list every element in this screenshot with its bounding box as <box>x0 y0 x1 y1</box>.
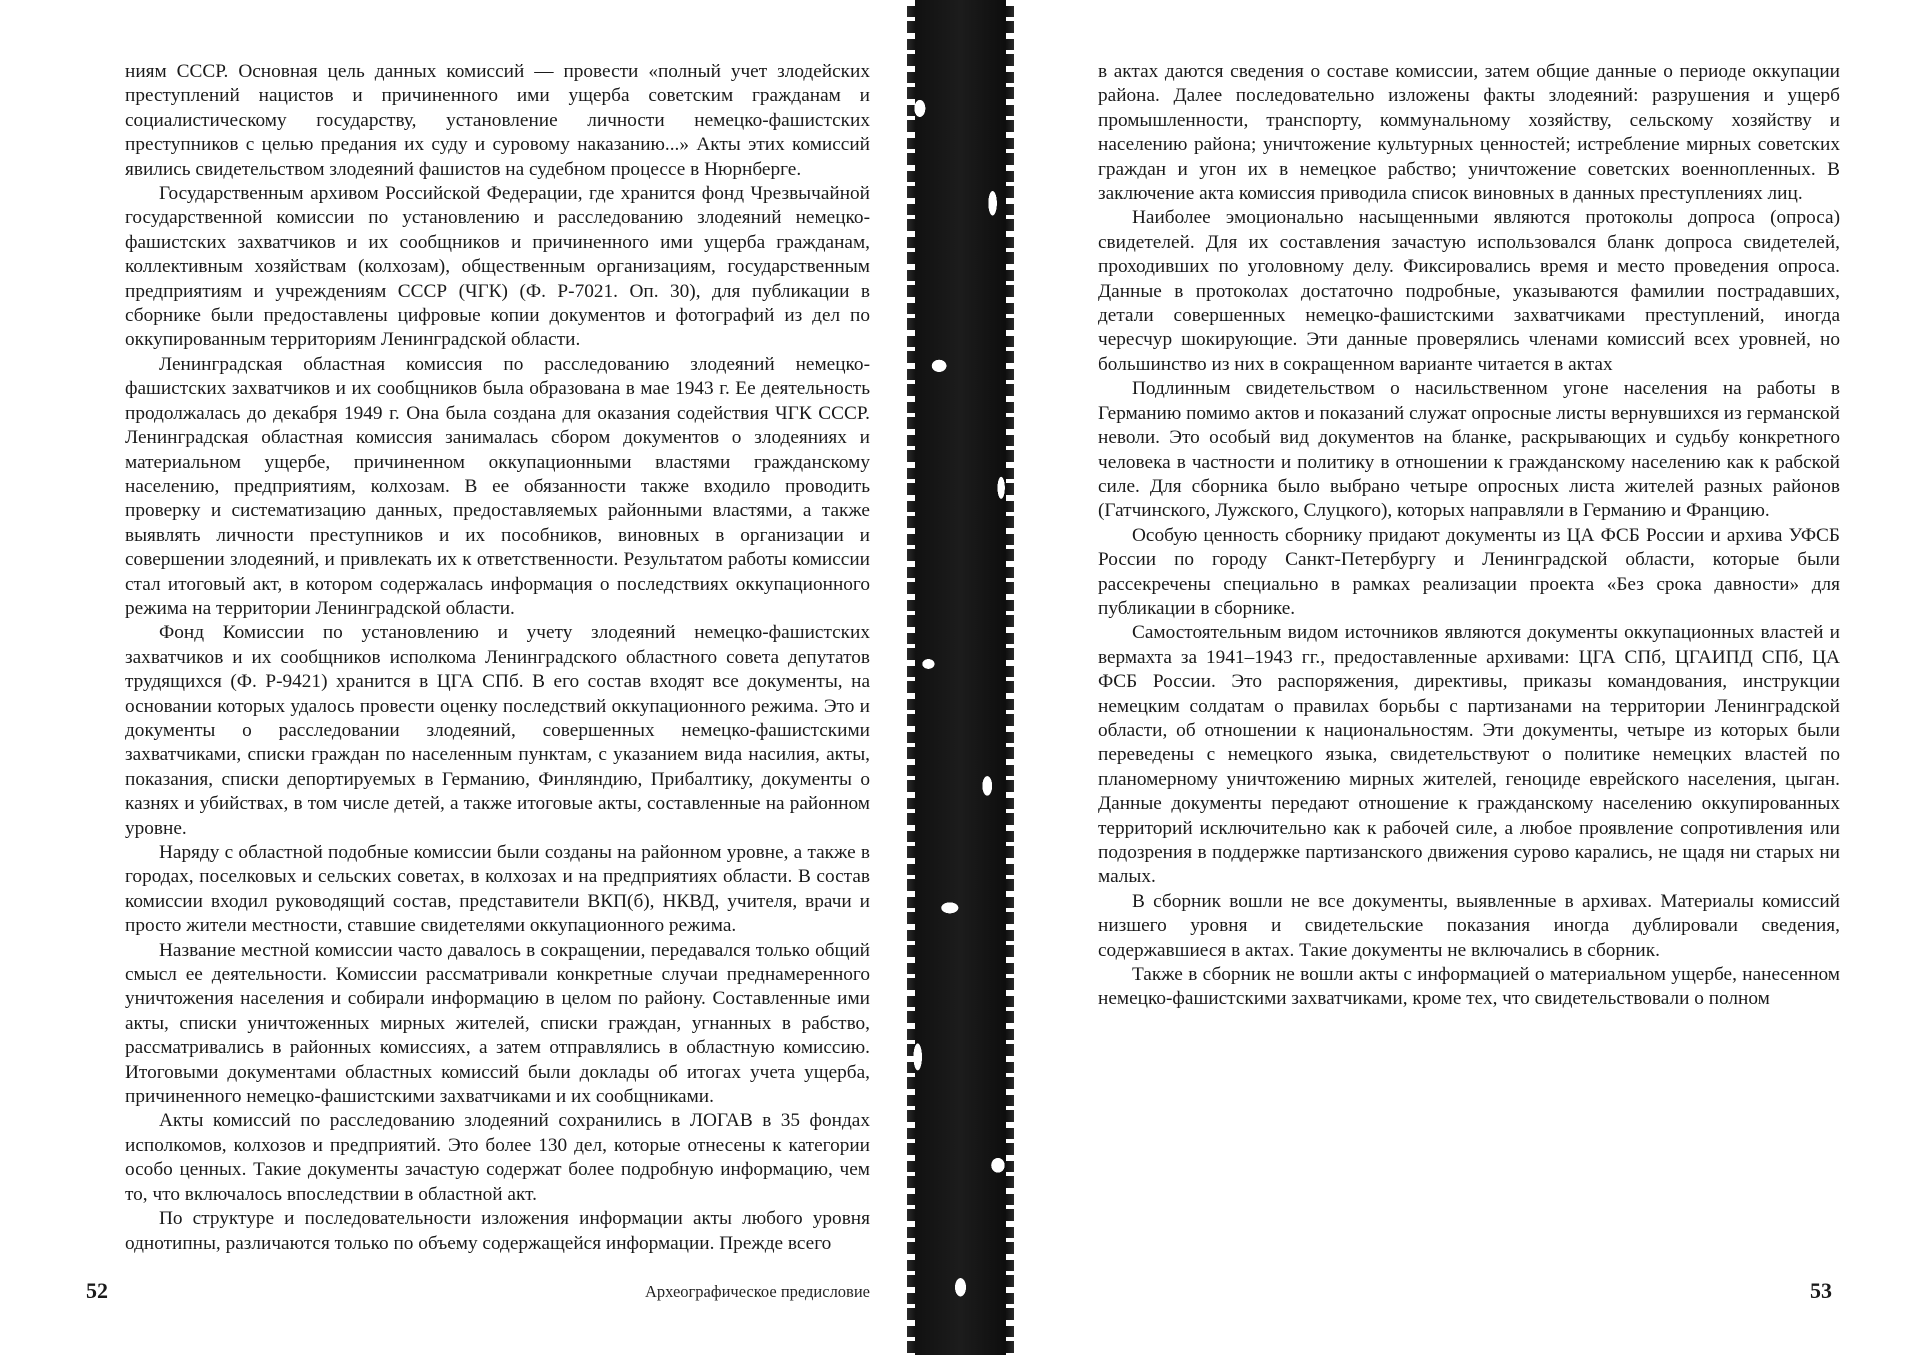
paragraph: Фонд Комиссии по установлению и учету злодеяний немецко-фашистских захватчиков и их сообщников исполкома Ленинградского областного совета депутатов трудящихся (Ф. Р-9421) хранится в ЦГА СПб. В его состав входят все документы, на основании которых удалось провести оценку последствий оккупационного режима. Это и документы о расследовании злодеяний, совершенных немецко-фашистскими захватчиками, списки граждан по населенным пунктам, с указанием вида насилия, акты, показания, списки депортируемых в Германию, Финляндию, Прибалтику, документы о казнях и убийствах, в том числе детей, а также итоговые акты, составленные на районном уровне. <box>125 622 870 839</box>
paragraph: Ленинградская областная комиссия по расследованию злодеяний немецко-фашистских захватчиков и их сообщников была образована в мае 1943 г. Ее деятельность продолжалась до декабря 1949 г. Она была создана для оказания содействия ЧГК СССР. Ленинградская областная комиссия занималась сбором документов о злодеяниях и материальном ущербе, причиненном оккупационными властями гражданскому населению, предприятиям, колхозам. В ее обязанности также входило проводить проверку и систематизацию данных, предоставляемых районными властями, а также выявлять личности преступников и их пособников, виновных в организации и совершении злодеяний, и привлекать их к ответственности. Результатом работы комиссии стал итоговый акт, в котором содержалась информация о последствиях оккупационного режима на территории Ленинградской области. <box>125 353 870 619</box>
running-head: Археографическое предисловие <box>644 1282 870 1301</box>
paragraph: Самостоятельным видом источников являются документы оккупационных властей и вермахта за 1941–1943 гг., предоставленные архивами: ЦГА СПб, ЦГАИПД СПб, ЦА ФСБ России. Это распоряжения, директивы, приказы командования, инструкции немецким солдатам о правилах борьбы с партизанами на территории Ленинградской области, об отношении к национальностям. Эти документы, четыре из которых были переведены с немецкого языка, свидетельствуют о политике немецких властей по планомерному уничтожению мирных жителей, геноциде еврейского населения, цыган. Данные документы передают отношение к гражданскому населению оккупированных территорий исключительно как к рабочей силе, а любое проявление сопротивления или подозрения в поддержке партизанского движения сурово карались, не щадя ни старых ни малых. <box>1098 622 1840 888</box>
left-page-text <box>125 60 870 1256</box>
page-number-right: 53 <box>1810 1278 1832 1303</box>
paragraph: Наряду с областной подобные комиссии были созданы на районном уровне, а также в городах, поселковых и сельских советах, в колхозах и на предприятиях области. В состав комиссии входил руководящий состав, представители ВКП(б), НКВД, учителя, врачи и просто жители местности, ставшие свидетелями оккупационного режима. <box>125 842 870 937</box>
paragraph: Государственным архивом Российской Федерации, где хранится фонд Чрезвычайной государственной комиссии по установлению и расследованию злодеяний немецко-фашистских захватчиков и их сообщников и причиненного ими ущерба гражданам, коллективным хозяйствам (колхозам), общественным организациям, государственным предприятиям и учреждениям СССР (ЧГК) (Ф. Р-7021. Оп. 30), для публикации в сборнике были предоставлены цифровые копии документов и фотографий из дел по оккупированным территориям Ленинградской области. <box>125 183 870 351</box>
page-number-left: 52 <box>86 1278 108 1303</box>
paragraph: Акты комиссий по расследованию злодеяний сохранились в ЛОГАВ в 35 фондах исполкомов, колхозов и предприятий. Это более 130 дел, которые отнесены к категории особо ценных. Такие документы зачастую содержат более подробную информацию, чем то, что включалось впоследствии в областной акт. <box>125 1110 870 1205</box>
paragraph: Также в сборник не вошли акты с информацией о материальном ущербе, нанесенном немецко-фашистскими захватчиками, кроме тех, что свидетельствовали о полном <box>1098 964 1840 1010</box>
right-page-text <box>1098 60 1840 1012</box>
paragraph: в актах даются сведения о составе комиссии, затем общие данные о периоде оккупации района. Далее последовательно изложены факты злодеяний: разрушения и ущерб промышленности, транспорту, коммунальному хозяйству, сельскому хозяйству и населению района; уничтожение культурных ценностей; истребление мирных советских граждан и угон их в немецкое рабство; уничтожение советских военнопленных. В заключение акта комиссия приводила список виновных в данных преступлениях лиц. <box>1098 61 1840 205</box>
decorative-grunge-strip <box>907 0 1014 1355</box>
paragraph: Наиболее эмоционально насыщенными являются протоколы допроса (опроса) свидетелей. Для их составления зачастую использовался бланк допроса свидетелей, проходивших по уголовному делу. Фиксировались время и место проведения опроса. Данные в протоколах достаточно подробные, указываются фамилии пострадавших, детали совершенных немецко-фашистскими захватчиками преступлений, иногда чересчур шокирующие. Эти данные проверялись членами комиссий всех уровней, но большинство из них в сокращенном варианте читается в актах <box>1098 207 1840 375</box>
strip-torn-edge-left <box>907 0 915 1355</box>
paragraph: Название местной комиссии часто давалось в сокращении, передавался только общий смысл ее деятельности. Комиссии рассматривали конкретные случаи преднамеренного уничтожения населения и собирали информацию в целом по району. Составленные ими акты, списки уничтоженных мирных жителей, списки граждан, угнанных в рабство, рассматривались в районных комиссиях, а затем отправлялись в областную комиссию. Итоговыми документами областных комиссий были доклады об итогах учета ущерба, причиненного немецко-фашистскими захватчиками и их сообщниками. <box>125 939 870 1108</box>
strip-torn-edge-right <box>1006 0 1014 1355</box>
paragraph: Подлинным свидетельством о насильственном угоне населения на работы в Германию помимо актов и показаний служат опросные листы вернувшихся из германской неволи. Это особый вид документов на бланке, раскрывающих и судьбу конкретного человека в частности и политику в отношении к гражданскому населению как к рабской силе. Для сборника было выбрано четыре опросных листа жителей разных районов (Гатчинского, Лужского, Слуцкого), которых направляли в Германию и Францию. <box>1098 378 1840 522</box>
paragraph: Особую ценность сборнику придают документы из ЦА ФСБ России и архива УФСБ России по городу Санкт-Петербургу и Ленинградской области, которые были рассекречены специально в рамках реализации проекта «Без срока давности» для публикации в сборнике. <box>1098 524 1840 619</box>
paragraph: В сборник вошли не все документы, выявленные в архивах. Материалы комиссий низшего уровня и свидетельские показания иногда дублировали сведения, содержавшиеся в актах. Такие документы не включались в сборник. <box>1098 890 1840 961</box>
paragraph: По структуре и последовательности изложения информации акты любого уровня однотипны, различаются только по объему содержащейся информации. Прежде всего <box>125 1208 870 1254</box>
paragraph: ниям СССР. Основная цель данных комиссий — провести «полный учет злодейских преступлений нацистов и причиненного ими ущерба советским гражданам и социалистическому государству, установление личности немецко-фашистских преступников с целью предания их суду и суровому наказанию...» Акты этих комиссий явились свидетельством злодеяний фашистов на судебном процессе в Нюрнберге. <box>125 61 870 180</box>
